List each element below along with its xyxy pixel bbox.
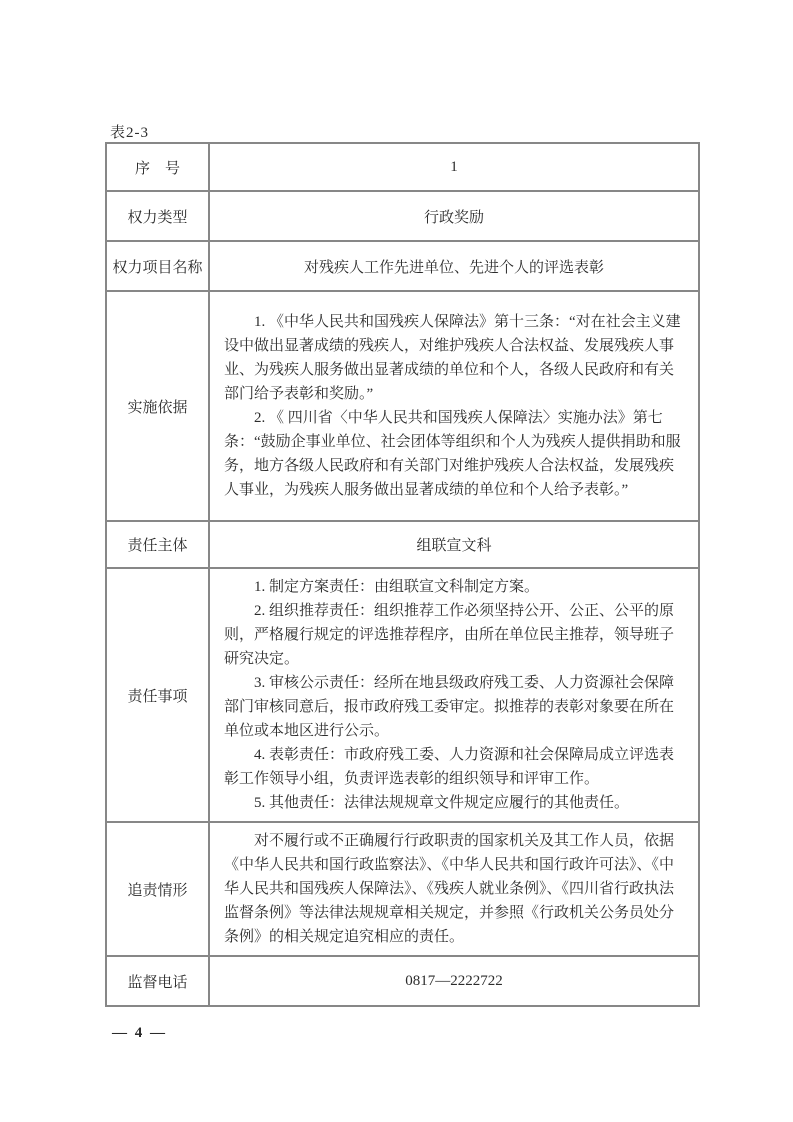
power-type-label: 权力类型 (106, 191, 209, 241)
accountability-situations-label: 追责情形 (106, 822, 209, 956)
power-item-name-value: 对残疾人工作先进单位、先进个人的评选表彰 (209, 241, 699, 291)
responsibility-item: 1. 制定方案责任：由组联宣文科制定方案。 (254, 579, 540, 595)
responsibility-items-label: 责任事项 (106, 568, 209, 822)
accountability-paragraph: 对不履行或不正确履行行政职责的国家机关及其工作人员，依据《中华人民共和国行政监察法》、《中华人民共和国行政许可法》、《中华人民共和国残疾人保障法》、《残疾人就业条例》、《四川省行政执法监督条例》等法律法规规章相关规定，并参照《行政机关公务员处分条例》的相关规定追究相应的责任。 (224, 833, 675, 945)
responsibility-item: 3. 审核公示责任：经所在地县级政府残工委、人力资源社会保障部门审核同意后，报市政府残工委审定。拟推荐的表彰对象要在所在单位或本地区进行公示。 (224, 675, 675, 739)
table-row-responsible-entity (106, 521, 699, 568)
serial-number-value: 1 (209, 143, 699, 191)
responsibility-item: 4. 表彰责任：市政府残工委、人力资源和社会保障局成立评选表彰工作领导小组，负责评选表彰的组织领导和评审工作。 (224, 747, 675, 787)
responsibility-item: 5. 其他责任：法律法规规章文件规定应履行的其他责任。 (254, 795, 630, 811)
implementation-basis-paragraph: 1. 《中华人民共和国残疾人保障法》第十三条：“对在社会主义建设中做出显著成绩的残疾人，对维护残疾人合法权益、发展残疾人事业、为残疾人服务做出显著成绩的单位和个人，各级人民政府和有关部门给予表彰和奖励。” (224, 314, 681, 402)
responsibility-items-value (209, 568, 699, 822)
responsible-entity-label: 责任主体 (106, 521, 209, 568)
table-row-power-item-name (106, 241, 699, 291)
responsible-entity-value: 组联宣文科 (209, 521, 699, 568)
table-caption: 表2-3 (110, 125, 149, 141)
table-row-serial-number (106, 143, 699, 191)
power-type-value: 行政奖励 (209, 191, 699, 241)
accountability-situations-value (209, 822, 699, 956)
table-row-responsibility-items (106, 568, 699, 822)
power-item-name-label: 权力项目名称 (106, 241, 209, 291)
implementation-basis-label: 实施依据 (106, 291, 209, 521)
power-item-table (105, 142, 700, 1007)
table-row-supervision-phone (106, 956, 699, 1006)
serial-number-label: 序 号 (106, 143, 209, 191)
supervision-phone-label: 监督电话 (106, 956, 209, 1006)
table-row-accountability-situations (106, 822, 699, 956)
supervision-phone-value: 0817—2222722 (209, 956, 699, 1006)
implementation-basis-value (209, 291, 699, 521)
table-row-implementation-basis (106, 291, 699, 521)
page-number: — 4 — (112, 1025, 167, 1041)
implementation-basis-paragraph: 2. 《 四川省〈中华人民共和国残疾人保障法〉实施办法》第七条：“鼓励企事业单位、社会团体等组织和个人为残疾人提供捐助和服务，地方各级人民政府和有关部门对维护残疾人合法权益，发展残疾人事业，为残疾人服务做出显著成绩的单位和个人给予表彰。” (224, 410, 681, 498)
table-row-power-type (106, 191, 699, 241)
responsibility-item: 2. 组织推荐责任：组织推荐工作必须坚持公开、公正、公平的原则，严格履行规定的评选推荐程序，由所在单位民主推荐，领导班子研究决定。 (224, 603, 675, 667)
